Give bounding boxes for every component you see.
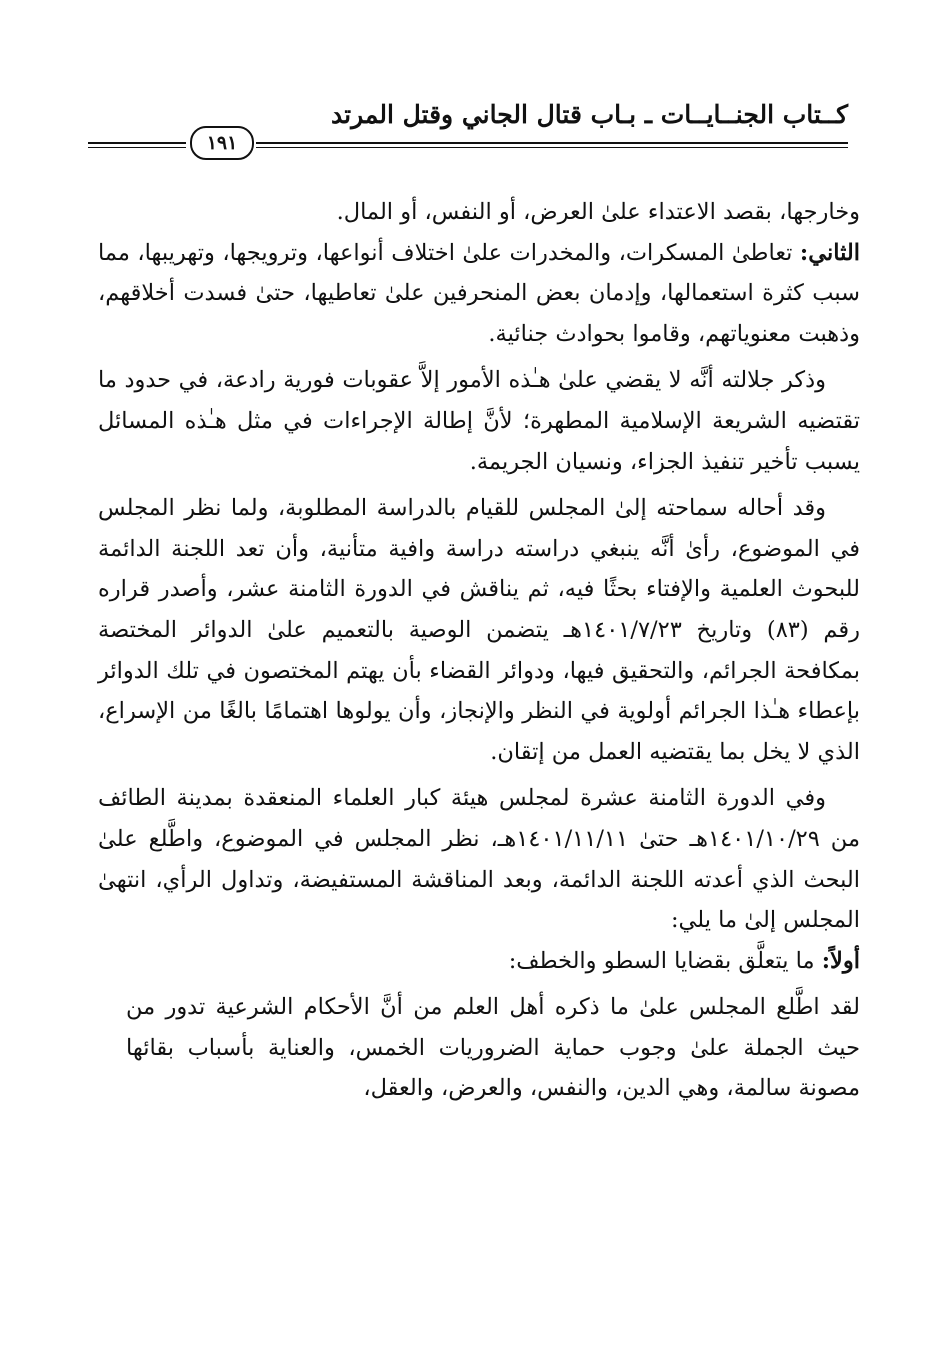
header-rule-right-thin — [256, 147, 848, 148]
paragraph-3: وذكر جلالته أنَّه لا يقضي علىٰ هـٰذه الأمور إلاَّ عقوبات فورية رادعة، في حدود ما تقتضيه الشريعة الإسلامية المطهرة؛ لأنَّ إطالة الإجراءات في مثل هـٰذه المسائل يسبب تأخير تنفيذ الجزاء، ونسيان الجريمة. — [98, 367, 860, 475]
paragraph-6-text: ما يتعلَّق بقضايا السطو والخطف: — [508, 947, 822, 974]
paragraph-2-text: تعاطىٰ المسكرات، والمخدرات علىٰ اختلاف أنواعها، وترويجها، وتهريبها، مما سبب كثرة استعمالها، وإدمان بعض المنحرفين علىٰ تعاطيها، حتىٰ فسدت أخلاقهم، وذهبت معنوياتهم، وقاموا بحوادث جنائية. — [98, 239, 860, 347]
header-rule-right — [256, 142, 848, 144]
header-rule-left — [88, 142, 186, 144]
page-header — [88, 100, 848, 160]
paragraph-7: لقد اطَّلع المجلس علىٰ ما ذكره أهل العلم من أنَّ الأحكام الشرعية تدور من حيث الجملة علىٰ وجوب حماية الضروريات الخمس، والعناية بأسباب بقائها مصونة سالمة، وهي الدين، والنفس، والعرض، والعقل، — [126, 994, 860, 1102]
body-text — [98, 192, 860, 1109]
page-number-badge — [190, 126, 254, 160]
paragraph-6 — [98, 941, 860, 982]
paragraph-6-lead: أولاً: — [821, 947, 860, 974]
paragraph-2 — [98, 233, 860, 355]
running-title: كــتاب الجنــايــات ـ بـاب قتال الجاني وقتل المرتد — [331, 100, 848, 129]
paragraph-2-lead: الثاني: — [799, 239, 860, 266]
paragraph-1: وخارجها، بقصد الاعتداء علىٰ العرض، أو النفس، أو المال. — [336, 199, 860, 225]
paragraph-5: وفي الدورة الثامنة عشرة لمجلس هيئة كبار العلماء المنعقدة بمدينة الطائف من ١٤٠١/١٠/٢٩هـ حتىٰ ١٤٠١/١١/١١هـ، نظر المجلس في الموضوع، واطَّلع علىٰ البحث الذي أعدته اللجنة الدائمة، وبعد المناقشة المستفيضة، وتداول الرأي، انتهىٰ المجلس إلىٰ ما يلي: — [98, 785, 860, 934]
header-rule-left-thin — [88, 147, 186, 148]
paragraph-4: وقد أحاله سماحته إلىٰ المجلس للقيام بالدراسة المطلوبة، ولما نظر المجلس في الموضوع، رأىٰ أنَّه ينبغي دراسته دراسة وافية متأنية، وأن تعد اللجنة الدائمة للبحوث العلمية والإفتاء بحثًا فيه، ثم يناقش في الدورة الثامنة عشر، وأصدر قراره رقم (٨٣) وتاريخ ١٤٠١/٧/٢٣هـ يتضمن الوصية بالتعميم علىٰ الدوائر المختصة بمكافحة الجرائم، والتحقيق فيها، ودوائر القضاء بأن يهتم المختصون في تلك الدوائر بإعطاء هـٰذا الجرائم أولوية في النظر والإنجاز، وأن يولوها اهتمامًا بالغًا من الإسراع، الذي لا يخل بما يقتضيه العمل من إتقان. — [98, 495, 860, 765]
page-number: ١٩١ — [206, 132, 238, 154]
